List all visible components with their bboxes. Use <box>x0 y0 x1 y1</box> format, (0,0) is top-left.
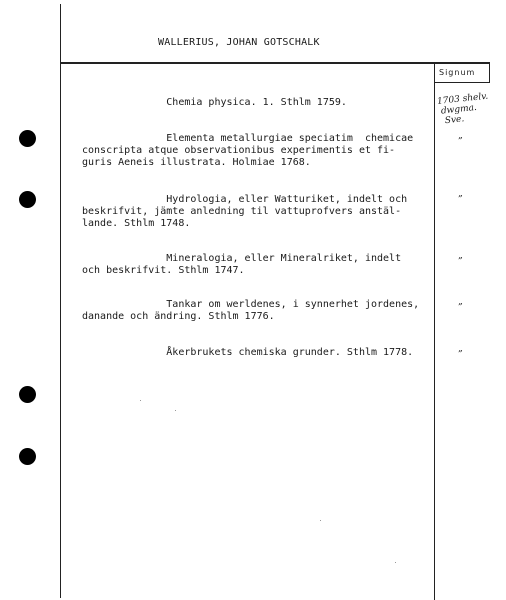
author-heading: WALLERIUS, JOHAN GOTSCHALK <box>158 37 320 48</box>
signum-header-rule <box>434 82 490 83</box>
left-margin-rule <box>60 4 61 598</box>
paper-speck <box>395 562 396 563</box>
entry-6: Åkerbrukets chemiska grunder. Sthlm 1778. <box>82 347 414 358</box>
handwritten-signum: 1703 shelv. dwgma. Sve. <box>436 91 489 127</box>
punch-hole <box>19 448 36 465</box>
paper-speck <box>175 410 176 411</box>
ditto-mark: ” <box>458 350 463 360</box>
ditto-mark: ” <box>458 303 463 313</box>
entry-2: Elementa metallurgiae speciatim chemicae conscripta atque observationibus experimentis et fi- guris Aeneis illustrata. Holmiae 1768. <box>82 133 414 168</box>
entry-4: Mineralogia, eller Mineralriket, indelt och beskrifvit. Sthlm 1747. <box>82 253 402 276</box>
signum-label: Signum <box>439 68 476 77</box>
ditto-mark: ” <box>458 137 463 147</box>
signum-box-right-rule <box>489 62 490 83</box>
paper-speck <box>320 520 321 521</box>
signum-column-rule <box>434 64 435 600</box>
entry-5: Tankar om werldenes, i synnerhet jordenes, danande och ändring. Sthlm 1776. <box>82 299 420 322</box>
ditto-mark: ” <box>458 257 463 267</box>
entry-3: Hydrologia, eller Watturiket, indelt och beskrifvit, jämte anledning til vattuprofvers anstäl- lande. Sthlm 1748. <box>82 194 408 229</box>
ditto-mark: ” <box>458 195 463 205</box>
entry-1: Chemia physica. 1. Sthlm 1759. <box>82 97 347 108</box>
punch-hole <box>19 191 36 208</box>
punch-hole <box>19 130 36 147</box>
paper-speck <box>140 400 141 401</box>
punch-hole <box>19 386 36 403</box>
header-rule <box>60 62 490 64</box>
